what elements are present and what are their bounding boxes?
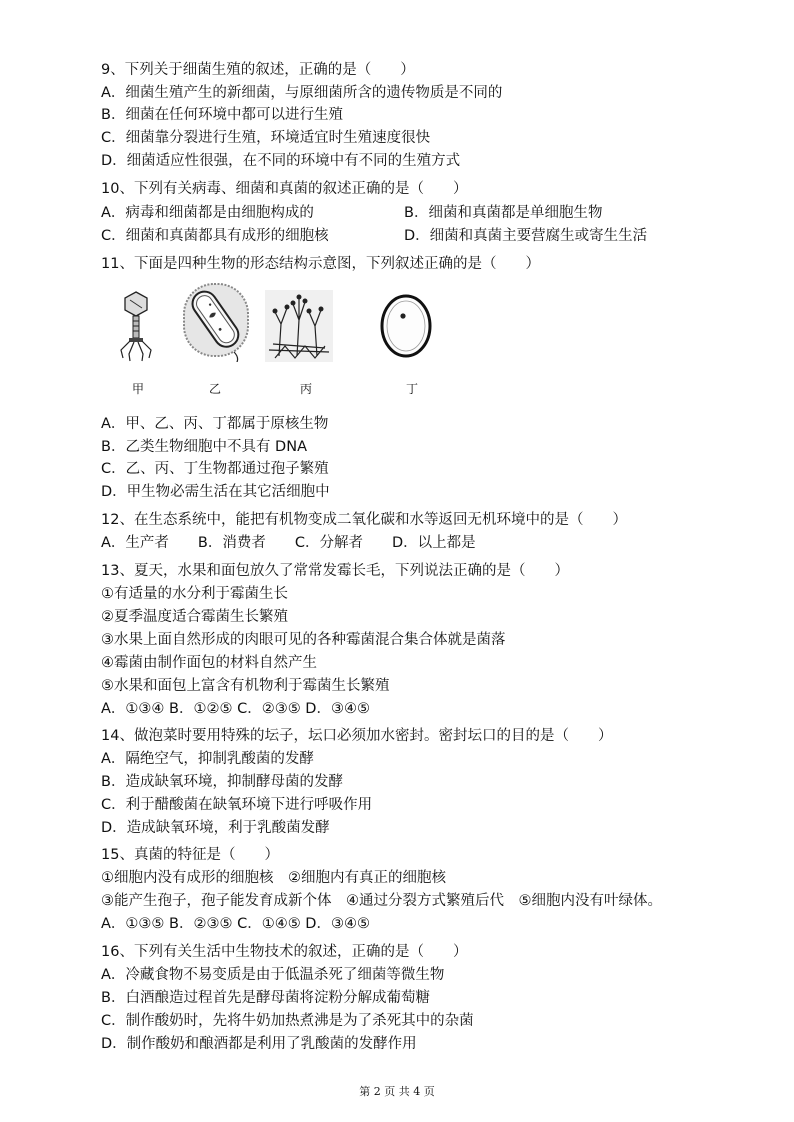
question-11-stem: 11、下面是四种生物的形态结构示意图，下列叙述正确的是（ ） xyxy=(101,256,540,272)
question-10-option-d: D．细菌和真菌主要营腐生或寄生生活 xyxy=(404,228,648,244)
question-13-statement-4: ④霉菌由制作面包的材料自然产生 xyxy=(101,655,317,671)
phage-illustration xyxy=(117,290,155,362)
question-11-option-c: C．乙、丙、丁生物都通过孢子繁殖 xyxy=(101,461,329,477)
question-11-option-d: D．甲生物必需生活在其它活细胞中 xyxy=(101,484,330,500)
question-14-stem: 14、做泡菜时要用特殊的坛子，坛口必须加水密封。密封坛口的目的是（ ） xyxy=(101,728,613,744)
question-9-option-b: B．细菌在任何环境中都可以进行生殖 xyxy=(101,107,343,123)
question-10-option-b: B．细菌和真菌都是单细胞生物 xyxy=(404,205,603,221)
question-16-option-a: A．冷藏食物不易变质是由于低温杀死了细菌等微生物 xyxy=(101,967,445,983)
question-15-options: A．①③⑤ B．②③⑤ C．①④⑤ D．③④⑤ xyxy=(101,916,370,932)
figure-label-bing: 丙 xyxy=(300,382,313,396)
figure-label-yi: 乙 xyxy=(209,382,222,396)
question-9-option-a: A．细菌生殖产生的新细菌，与原细菌所含的遗传物质是不同的 xyxy=(101,85,503,101)
question-13-statement-3: ③水果上面自然形成的肉眼可见的各种霉菌混合集合体就是菌落 xyxy=(101,632,506,648)
page-number-footer: 第 2 页 共 4 页 xyxy=(359,1085,435,1098)
question-13-stem: 13、夏天，水果和面包放久了常常发霉长毛，下列说法正确的是（ ） xyxy=(101,563,569,579)
question-13-statement-5: ⑤水果和面包上富含有机物利于霉菌生长繁殖 xyxy=(101,678,390,694)
question-14-option-c: C．利于醋酸菌在缺氧环境下进行呼吸作用 xyxy=(101,797,373,813)
question-11-option-a: A．甲、乙、丙、丁都属于原核生物 xyxy=(101,416,329,432)
figure-label-jia: 甲 xyxy=(132,382,145,396)
question-15-statements-2: ③能产生孢子，孢子能发育成新个体 ④通过分裂方式繁殖后代 ⑤细胞内没有叶绿体。 xyxy=(101,893,662,909)
question-10-option-a: A．病毒和细菌都是由细胞构成的 xyxy=(101,205,314,221)
question-14-option-d: D．造成缺氧环境，利于乳酸菌发酵 xyxy=(101,820,330,836)
question-16-option-c: C．制作酸奶时，先将牛奶加热煮沸是为了杀死其中的杂菌 xyxy=(101,1013,474,1029)
question-9-option-d: D．细菌适应性很强，在不同的环境中有不同的生殖方式 xyxy=(101,153,461,169)
question-14-option-a: A．隔绝空气，抑制乳酸菌的发酵 xyxy=(101,751,314,767)
question-16-stem: 16、下列有关生活中生物技术的叙述，正确的是（ ） xyxy=(101,944,468,960)
question-9-stem: 9、下列关于细菌生殖的叙述，正确的是（ ） xyxy=(101,62,415,78)
question-14-option-b: B．造成缺氧环境，抑制酵母菌的发酵 xyxy=(101,774,343,790)
question-13-options: A．①③④ B．①②⑤ C．②③⑤ D．③④⑤ xyxy=(101,701,370,717)
question-11-option-b: B．乙类生物细胞中不具有 DNA xyxy=(101,439,307,455)
yeast-illustration xyxy=(378,293,434,359)
bacterium-illustration xyxy=(178,280,254,362)
figure-label-ding: 丁 xyxy=(406,382,419,396)
question-10-stem: 10、下列有关病毒、细菌和真菌的叙述正确的是（ ） xyxy=(101,181,468,197)
question-13-statement-1: ①有适量的水分利于霉菌生长 xyxy=(101,586,288,602)
question-12-stem: 12、在生态系统中，能把有机物变成二氧化碳和水等返回无机环境中的是（ ） xyxy=(101,512,627,528)
mold-illustration xyxy=(265,290,333,362)
question-10-option-c: C．细菌和真菌都具有成形的细胞核 xyxy=(101,228,329,244)
question-9-option-c: C．细菌靠分裂进行生殖，环境适宜时生殖速度很快 xyxy=(101,130,431,146)
question-15-stem: 15、真菌的特征是（ ） xyxy=(101,847,279,863)
question-16-option-d: D．制作酸奶和酿酒都是利用了乳酸菌的发酵作用 xyxy=(101,1036,417,1052)
question-13-statement-2: ②夏季温度适合霉菌生长繁殖 xyxy=(101,609,288,625)
question-15-statements-1: ①细胞内没有成形的细胞核 ②细胞内有真正的细胞核 xyxy=(101,870,446,886)
question-12-options: A．生产者 B．消费者 C．分解者 D．以上都是 xyxy=(101,535,476,551)
question-16-option-b: B．白酒酿造过程首先是酵母菌将淀粉分解成葡萄糖 xyxy=(101,990,430,1006)
